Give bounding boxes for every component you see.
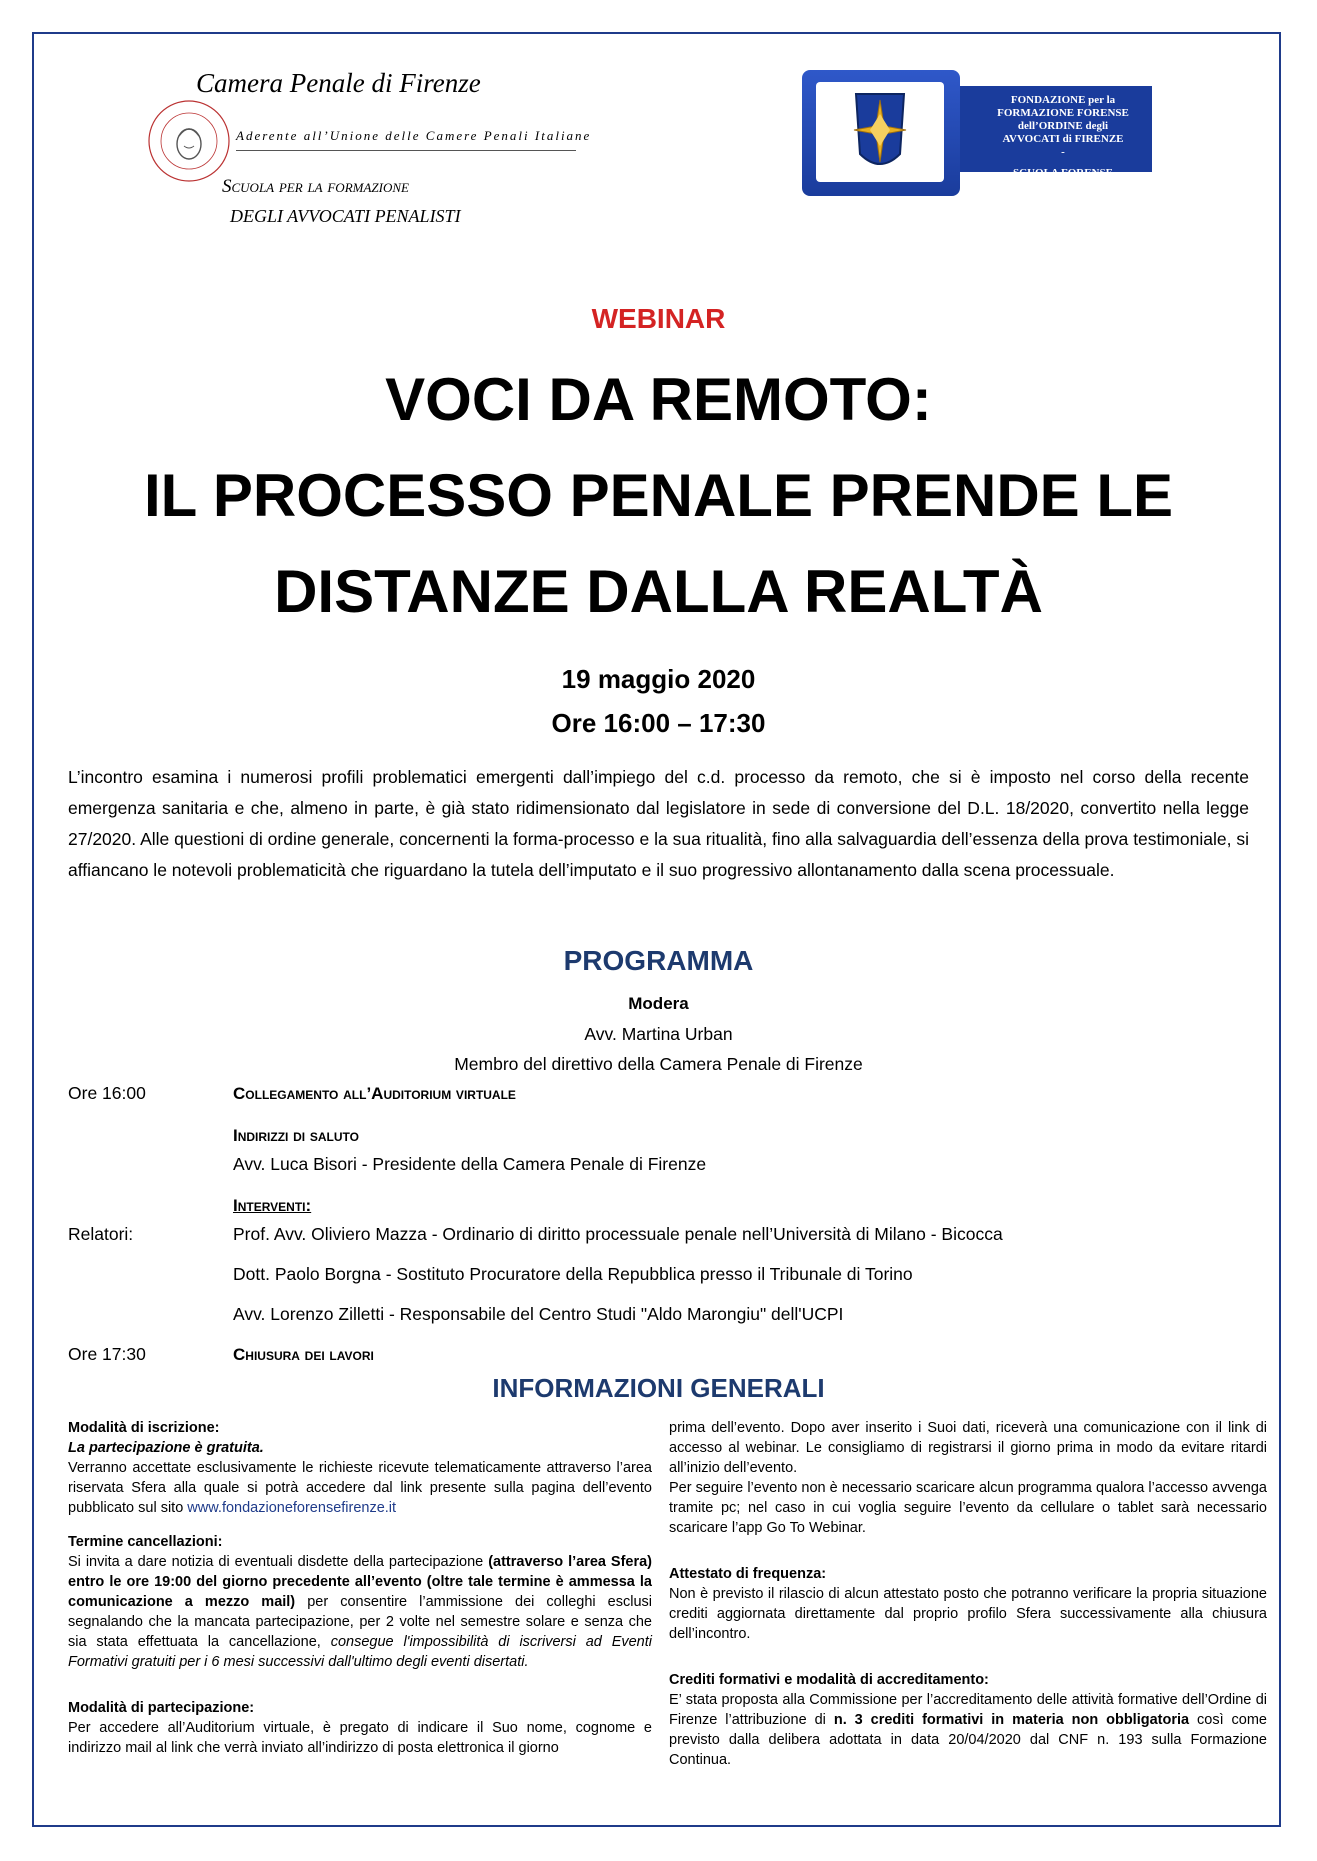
fondazione-line: FONDAZIONE per la [1010, 94, 1116, 106]
cancel-text [68, 1552, 652, 1672]
fondazione-line: AVVOCATI di FIRENZE [1002, 133, 1124, 145]
participation-title: Modalità di partecipazione: [68, 1700, 255, 1716]
event-time: Ore 16:00 – 17:30 [551, 708, 766, 738]
speaker-item: Dott. Paolo Borgna - Sostituto Procuratore della Repubblica presso il Tribunale di Torino [233, 1264, 913, 1284]
greetings-label: Indirizzi di saluto [233, 1126, 359, 1145]
event-title-line-1: VOCI DA REMOTO: [385, 366, 932, 433]
event-title-line-2: IL PROCESSO PENALE PRENDE LE [143, 462, 1174, 529]
camera-penale-seal-icon [146, 98, 232, 184]
cancel-deadline: (attraverso l’area Sfera) entro le ore 19:00 del giorno precedente all’evento (oltre tale termine è ammessa la comunicazione a mezzo mail) [68, 1554, 653, 1610]
credits-amount: n. 3 crediti formativi in materia non obbligatoria [833, 1712, 1190, 1728]
program-heading: PROGRAMMA [563, 945, 754, 976]
cancel-body-2: per consentire l’ammissione dei colleghi esclusi segnalando che la mancata partecipazione, per 2 volte nel semestre solare e senza che sia stata effettuata la cancellazione, [68, 1594, 652, 1650]
registration-body: Verranno accettate esclusivamente le richieste ricevute telematicamente attraverso l’area riservata Sfera alla quale si potrà accedere dal link presente sulla pagina dell’evento pubblicato sul sito [68, 1460, 652, 1516]
interventions-label: Interventi: [233, 1196, 312, 1215]
camera-penale-title: Camera Penale di Firenze [196, 68, 481, 98]
fondazione-school: SCUOLA FORENSE [1013, 167, 1113, 179]
credits-title: Crediti formativi e modalità di accreditamento: [669, 1672, 989, 1688]
cancel-consequence: consegue l'impossibilità di iscriversi ad Eventi Formativi gratuiti per i 6 mesi successivi dall'ultimo degli eventi disertati. [68, 1634, 652, 1670]
speaker-item: Avv. Lorenzo Zilletti - Responsabile del Centro Studi "Aldo Marongiu" dell'UCPI [233, 1304, 844, 1324]
compass-star-icon [816, 82, 944, 182]
participation-pc: Per seguire l’evento non è necessario scaricare alcun programma qualora l’accesso avvenga tramite pc; nel caso in cui voglia seguire l’evento da cellulare o tablet sarà necessario scaricare l’app Go To Webinar. [669, 1480, 1267, 1536]
school-line-2: DEGLI AVVOCATI PENALISTI [230, 206, 461, 226]
connection-item: Collegamento all’Auditorium virtuale [233, 1084, 516, 1103]
speaker-item: Prof. Avv. Oliviero Mazza - Ordinario di diritto processuale penale nell’Università di Milano - Bicocca [233, 1224, 1003, 1244]
event-type: WEBINAR [591, 303, 726, 334]
event-intro: L’incontro esamina i numerosi profili problematici emergenti dall’impiego del c.d. processo da remoto, che si è imposto nel corso della recente emergenza sanitaria e che, almeno in parte, è già stato ridimensionato dal legislatore in sede di conversione del D.L. 18/2020, convertito nella legge 27/2020. Alle questioni di ordine generale, concernenti la forma-processo e la sua ritualità, fino alla salvaguardia dell’essenza della prova testimoniale, si affiancano le notevoli problematicità che riguardano la tutela dell’imputato e il suo progressivo allontanamento dalla scena processuale. [68, 767, 1249, 880]
participation-text: Per accedere all’Auditorium virtuale, è pregato di indicare il Suo nome, cognome e indirizzo mail al link che verrà inviato all’indirizzo di posta elettronica il giorno [68, 1720, 652, 1756]
camera-penale-divider [236, 150, 576, 151]
fondazione-line: - [1061, 146, 1065, 158]
fondazione-logo [802, 70, 1152, 188]
credits-body-1: E’ stata proposta alla Commissione per l’accreditamento delle attività formative dell’Ordine di Firenze l’attribuzione di [669, 1692, 1267, 1728]
registration-free: La partecipazione è gratuita. [68, 1440, 264, 1456]
info-heading: INFORMAZIONI GENERALI [492, 1373, 825, 1403]
attendance-title: Attestato di frequenza: [669, 1566, 827, 1582]
speakers-label: Relatori: [68, 1224, 134, 1244]
cancel-body-1: Si invita a dare notizia di eventuali disdette della partecipazione [68, 1554, 489, 1570]
camera-penale-subtitle: Aderente all’Unione delle Camere Penali Italiane [236, 128, 592, 143]
school-line-1: Scuola per la formazione [222, 176, 409, 197]
fondazione-line: dell’ORDINE degli [1017, 120, 1109, 132]
attendance-text: Non è previsto il rilascio di alcun attestato posto che potranno verificare la propria situazione crediti aggiornata direttamente dal proprio profilo Sfera successivamente alla chiusura dell’incontro. [669, 1586, 1267, 1642]
time-end: Ore 17:30 [68, 1344, 146, 1364]
moderator-label: Modera [628, 994, 689, 1013]
event-title-line-3: DISTANZE DALLA REALTÀ [274, 558, 1043, 625]
moderator-role: Membro del direttivo della Camera Penale di Firenze [454, 1054, 863, 1074]
foundation-website-link[interactable]: www.fondazioneforensefirenze.it [187, 1500, 397, 1516]
fondazione-logo-tile [802, 70, 960, 196]
info-column-right [669, 1418, 1267, 1770]
fondazione-logo-text [978, 94, 1148, 180]
credits-body-2: così come previsto dalla delibera adottata in data 20/04/2020 dal CNF n. 193 sulla Formazione Continua. [669, 1712, 1267, 1768]
event-date: 19 maggio 2020 [561, 664, 756, 694]
fondazione-line: FORMAZIONE FORENSE [997, 107, 1129, 119]
info-column-left [68, 1418, 652, 1758]
closing-item: Chiusura dei lavori [233, 1345, 374, 1364]
cancel-title: Termine cancellazioni: [68, 1534, 223, 1550]
time-start: Ore 16:00 [68, 1083, 146, 1103]
participation-continued: prima dell’evento. Dopo aver inserito i Suoi dati, riceverà una comunicazione con il link di accesso al webinar. Le consigliamo di registrarsi il giorno prima in modo da evitare ritardi all’inizio dell’evento. [669, 1420, 1267, 1476]
registration-title: Modalità di iscrizione: [68, 1420, 220, 1436]
fondazione-logo-inner [816, 82, 944, 182]
greetings-speaker: Avv. Luca Bisori - Presidente della Camera Penale di Firenze [233, 1154, 707, 1174]
credits-text [669, 1690, 1267, 1770]
registration-text [68, 1458, 652, 1518]
moderator-name: Avv. Martina Urban [584, 1024, 733, 1044]
